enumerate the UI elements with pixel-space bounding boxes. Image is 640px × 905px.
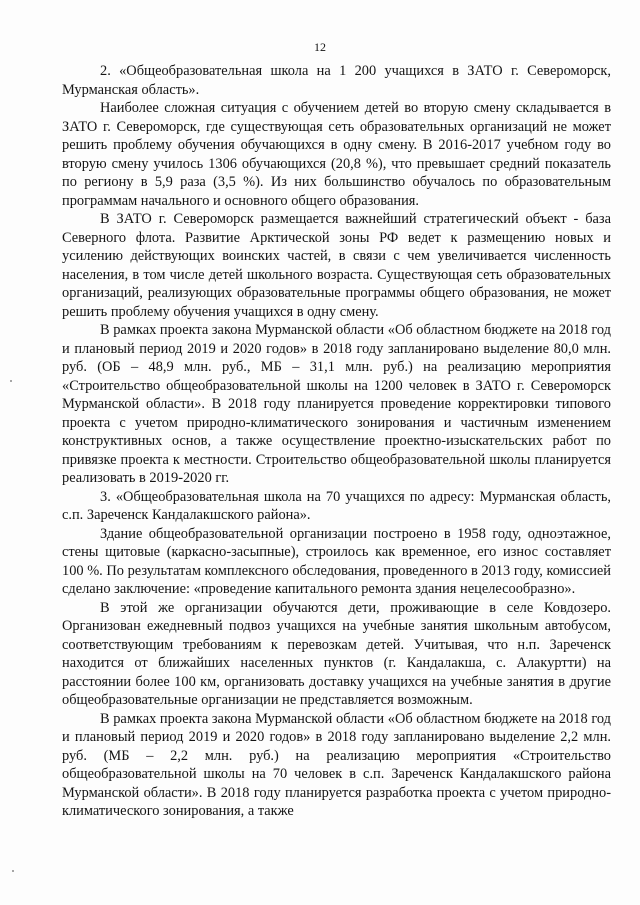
- paragraph-school-70-heading: 3. «Общеобразовательная школа на 70 учащихся по адресу: Мурманская область, с.п. Зареченск Кандалакшского района».: [62, 488, 611, 523]
- page-number: 12: [314, 40, 326, 54]
- scan-speck: [12, 870, 14, 872]
- paragraph-northern-fleet-base: В ЗАТО г. Североморск размещается важнейший стратегический объект - база Северного флота. Развитие Арктической зоны РФ ведет к размещению новых и усилению действующих воинских частей, в связи с чем увеличивается численность населения, в том числе детей школьного возраста. Существующая сеть образовательных организаций, реализующих образовательные программы общего образования, не может решить проблему обучения учащихся в одну смену.: [62, 211, 611, 320]
- paragraph-kovdozero-transport: В этой же организации обучаются дети, проживающие в селе Ковдозеро. Организован ежедневный подвоз учащихся на учебные занятия школьным автобусом, соответствующим требованиям к перевозкам детей. Учитывая, что н.п. Зареченск находится от ближайших населенных пунктов (г. Кандалакша, с. Алакуртти) на расстоянии более 100 км, организовать доставку учащихся на учебные занятия в другие общеобразовательные организации не представляется возможным.: [62, 599, 611, 708]
- paragraph-school-1200-heading: 2. «Общеобразовательная школа на 1 200 учащихся в ЗАТО г. Североморск, Мурманская область».: [62, 63, 611, 98]
- paragraph-budget-zarechensk: В рамках проекта закона Мурманской области «Об областном бюджете на 2018 год и плановый период 2019 и 2020 годов» в 2018 году запланировано выделение 2,2 млн. руб. (МБ – 2,2 млн. руб.) на реализацию мероприятия «Строительство общеобразовательной школы на 70 человек в с.п. Зареченск Кандалакшского района Мурманской области». В 2018 году планируется разработка проекта с учетом природно-климатического зонирования, а также: [62, 710, 611, 819]
- paragraph-budget-severomorsk: В рамках проекта закона Мурманской области «Об областном бюджете на 2018 год и плановый период 2019 и 2020 годов» в 2018 году запланировано выделение 80,0 млн. руб. (ОБ – 48,9 млн. руб., МБ – 31,1 млн. руб.) на реализацию мероприятия «Строительство общеобразовательной школы на 1200 человек в ЗАТО г. Североморск Мурманской области». В 2018 году планируется проведение корректировки типового проекта с учетом природно-климатического зонирования и частичным изменением конструктивных основ, а также осуществление проектно-изыскательских работ по привязке проекта к местности. Строительство общеобразовательной школы планируется реализовать в 2019-2020 гг.: [62, 322, 611, 486]
- paragraph-second-shift-situation: Наиболее сложная ситуация с обучением детей во вторую смену складывается в ЗАТО г. Североморск, где существующая сеть образовательных организаций не может решить проблему обучения обучающихся в одну смену. В 2016-2017 учебном году во вторую смену училось 1306 обучающихся (20,8 %), что превышает средний показатель по региону в 5,9 раза (3,5 %). Из них большинство обучалось по образовательным программам начального и основного общего образования.: [62, 100, 611, 209]
- body-text: [62, 62, 611, 821]
- scan-speck: [10, 380, 12, 382]
- paragraph-building-condition: Здание общеобразовательной организации построено в 1958 году, одноэтажное, стены щитовые (каркасно-засыпные), строилось как временное, его износ составляет 100 %. По результатам комплексного обследования, проведенного в 2013 году, комиссией сделано заключение: «проведение капитального ремонта здания нецелесообразно».: [62, 525, 611, 597]
